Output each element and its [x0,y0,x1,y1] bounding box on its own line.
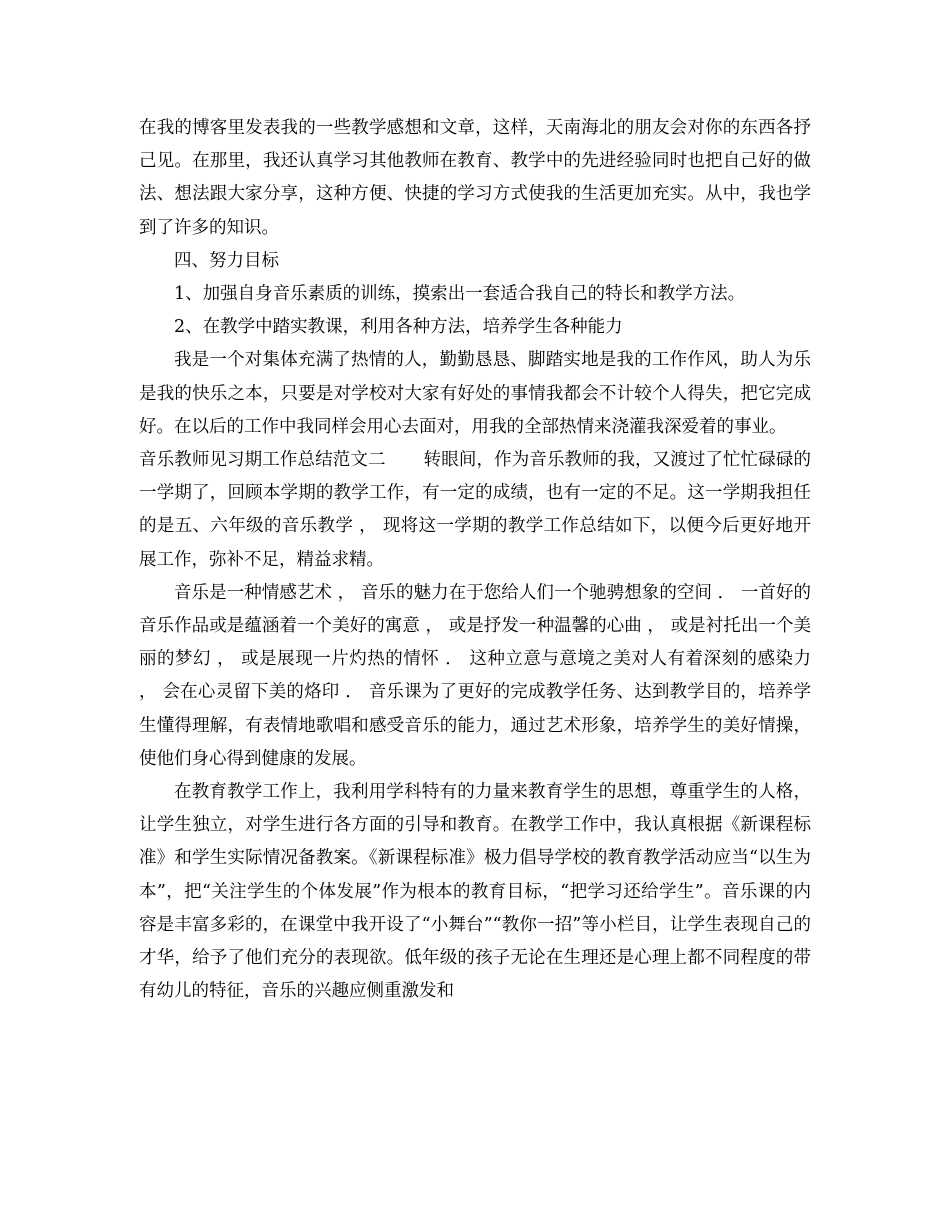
paragraph-music-art: 音乐是一种情感艺术 ， 音乐的魅力在于您给人们一个驰骋想象的空间 ． 一首好的音乐作品或是蕴涵着一个美好的寓意 ， 或是抒发一种温馨的心曲 ， 或是衬托出一个美丽的梦幻 ， 或是展现一片灼热的情怀 ． 这种立意与意境之美对人有着深刻的感染力 ， 会在心灵留下美的烙印 ． 音乐课为了更好的完成教学任务、达到教学目的，培养学生懂得理解，有表情地歌唱和感受音乐的能力，通过艺术形象，培养学生的美好情操，使他们身心得到健康的发展。 [139,582,811,769]
paragraph-blog-sharing: 在我的博客里发表我的一些教学感想和文章，这样，天南海北的朋友会对你的东西各抒己见。在那里，我还认真学习其他教师在教育、教学中的先进经验同时也把自己好的做法、想法跟大家分享，这种方便、快捷的学习方式使我的生活更加充实。从中，我也学到了许多的知识。 [139,118,811,238]
paragraph-self-evaluation: 我是一个对集体充满了热情的人，勤勤恳恳、脚踏实地是我的工作作风，助人为乐是我的快乐之本，只要是对学校对大家有好处的事情我都会不计较个人得失，把它完成好。在以后的工作中我同样会用心去面对，用我的全部热情来浇灌我深爱着的事业。 [139,350,811,437]
paragraph-second-summary-intro [139,444,811,577]
goal-item-1: 1、加强自身音乐素质的训练，摸索出一套适合我自己的特长和教学方法。 [174,284,746,305]
document-page [139,112,811,1008]
document-title-inline: 音乐教师见习期工作总结范文二 [139,450,386,471]
paragraph-teaching-work: 在教育教学工作上，我利用学科特有的力量来教育学生的思想，尊重学生的人格，让学生独立，对学生进行各方面的引导和教育。在教学工作中，我认真根据《新课程标准》和学生实际情况备教案。《新课程标准》极力倡导学校的教育教学活动应当“以生为本”，把“关注学生的个体发展”作为根本的教育目标，“把学习还给学生”。音乐课的内容是丰富多彩的，在课堂中我开设了“小舞台”“教你一招”等小栏目，让学生表现自己的才华，给予了他们充分的表现欲。低年级的孩子无论在生理还是心理上都不同程度的带有幼儿的特征，音乐的兴趣应侧重激发和 [139,782,811,1002]
section-heading-goals: 四、努力目标 [174,250,279,271]
goal-item-2: 2、在教学中踏实教课，利用各种方法，培养学生各种能力 [174,317,623,338]
intro-text: 转眼间，作为音乐教师的我，又渡过了忙忙碌碌的一学期了，回顾本学期的教学工作，有一定的成绩，也有一定的不足。这一学期我担任的是五、六年级的音乐教学 ， 现将这一学期的教学工作总结如下，以便今后更好地开展工作，弥补不足，精益求精。 [139,450,812,570]
